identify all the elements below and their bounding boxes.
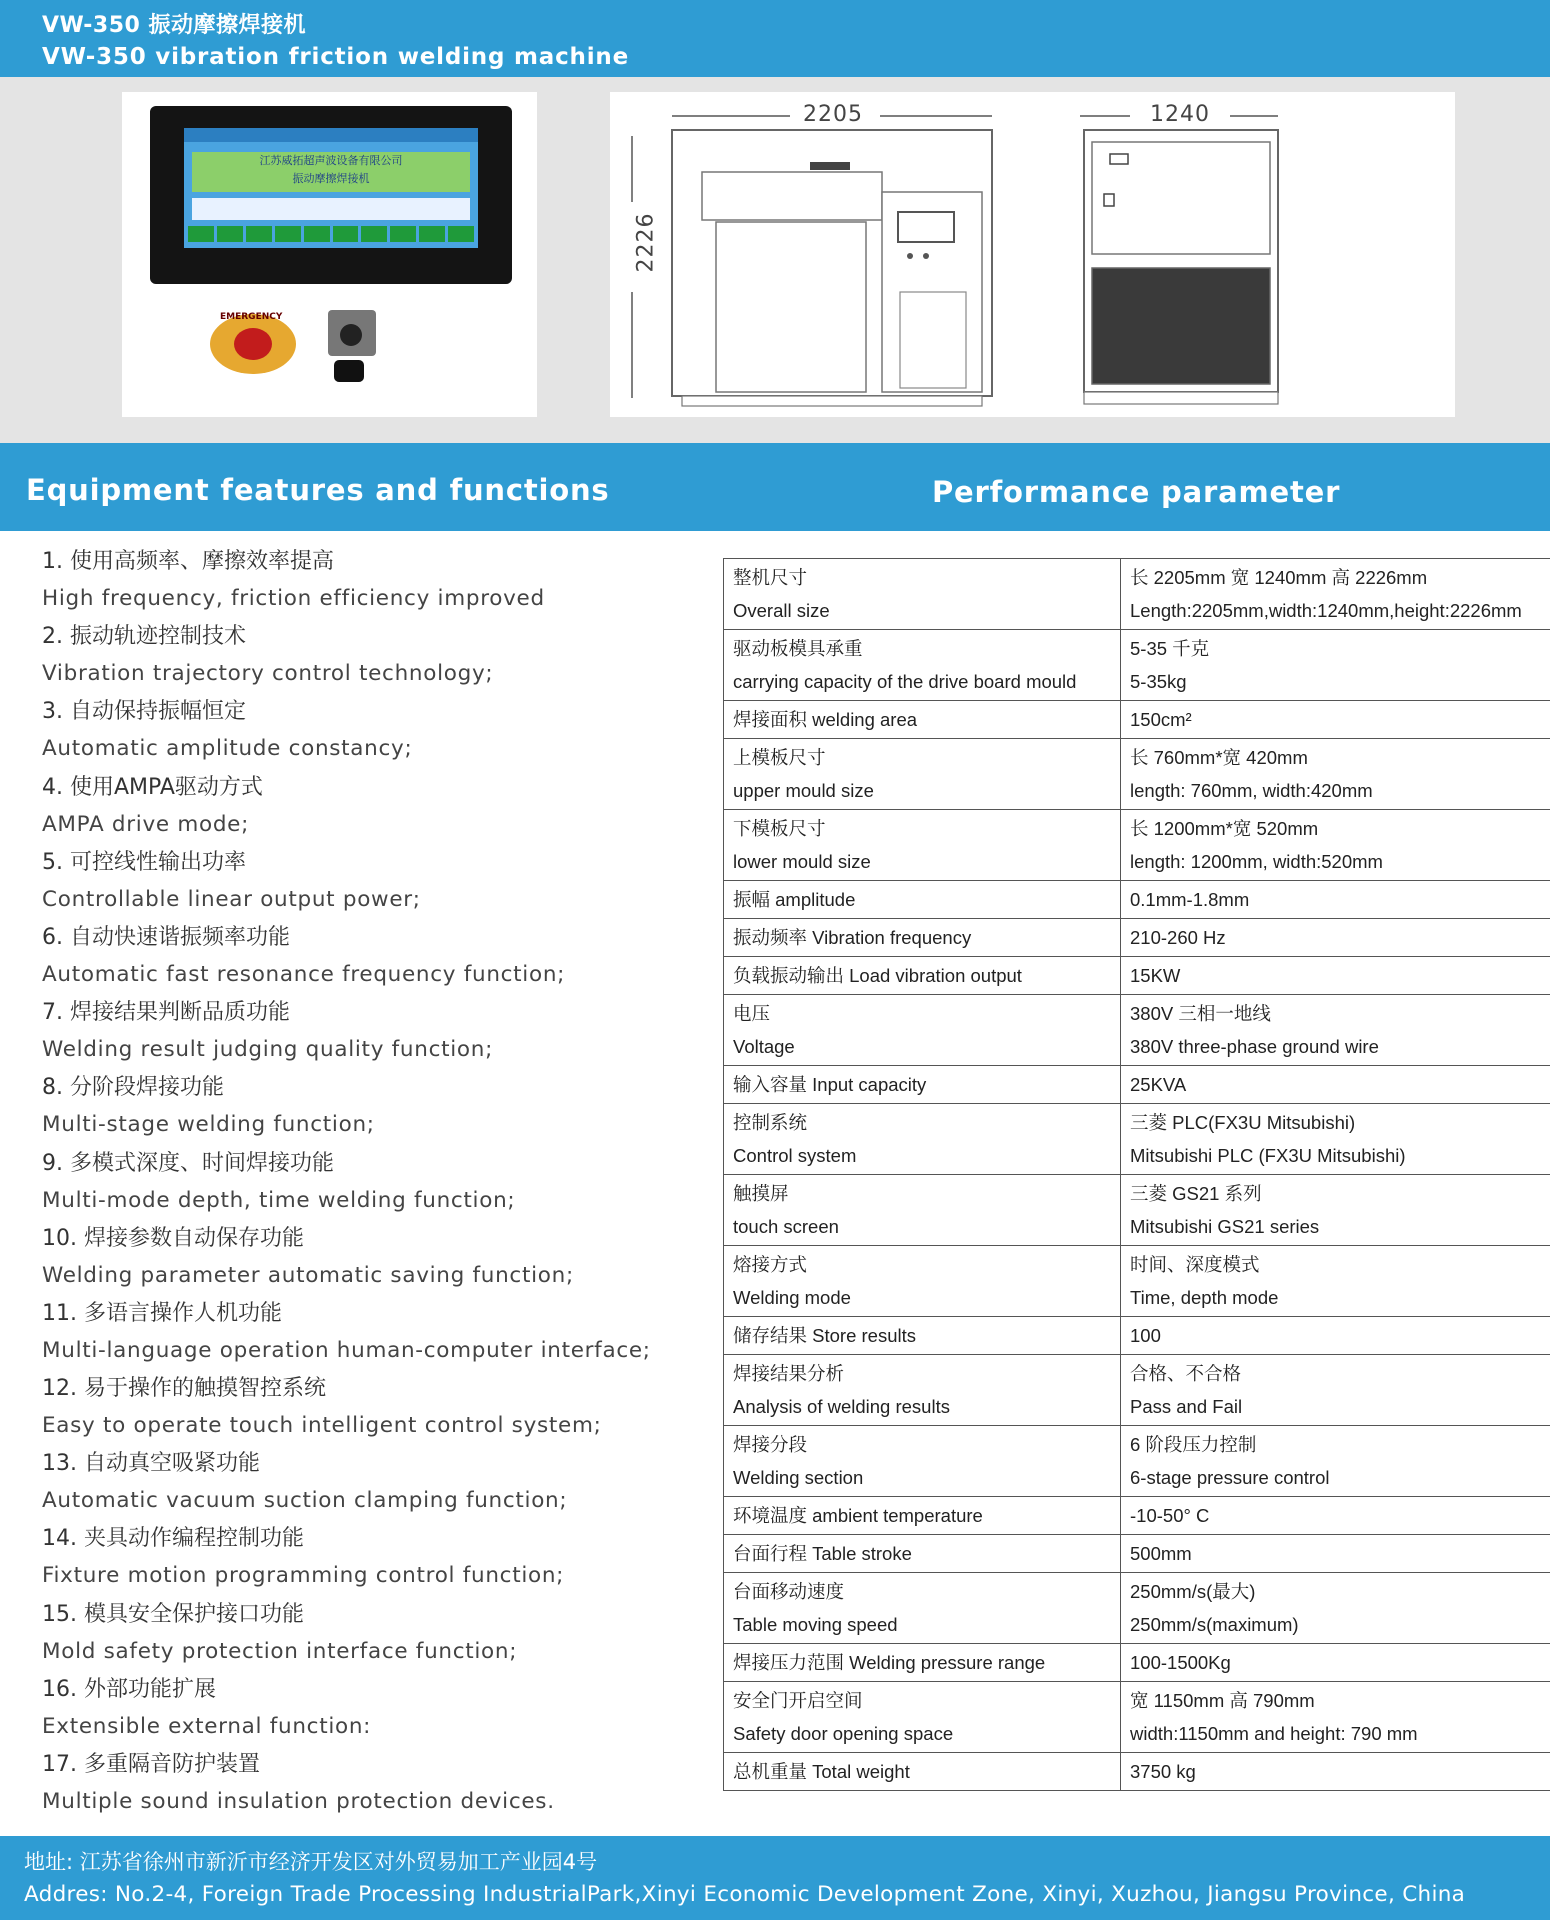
emergency-stop-icon (210, 314, 296, 374)
feature-item (42, 1146, 722, 1221)
screen-button (275, 226, 301, 242)
parameter-row (724, 1246, 1550, 1317)
feature-zh: 2. 振动轨迹控制技术 (42, 624, 246, 650)
parameter-value-en: 5-35kg (1130, 671, 1187, 692)
screen-button (246, 226, 272, 242)
feature-item (42, 1597, 722, 1672)
parameter-name: 储存结果 Store results (733, 1325, 916, 1346)
feature-item (42, 694, 722, 769)
feature-item (42, 1296, 722, 1371)
parameter-value: 100 (1130, 1325, 1161, 1346)
parameter-name-en: touch screen (733, 1216, 839, 1237)
feature-en: Vibration trajectory control technology; (42, 661, 494, 687)
parameter-name: 驱动板模具承重 (733, 638, 863, 659)
feature-item (42, 770, 722, 845)
parameter-name: 上模板尺寸 (733, 747, 826, 768)
parameter-row (724, 995, 1550, 1066)
parameter-value-en: length: 760mm, width:420mm (1130, 780, 1373, 801)
parameter-name: 总机重量 Total weight (733, 1761, 910, 1782)
parameter-value-en: Length:2205mm,width:1240mm,height:2226mm (1130, 600, 1522, 621)
section-header-bar (0, 443, 1550, 531)
parameter-name: 熔接方式 (733, 1254, 808, 1275)
side-width-dimension: 1240 (1150, 102, 1210, 127)
parameter-name: 振幅 amplitude (733, 889, 856, 910)
feature-zh: 11. 多语言操作人机功能 (42, 1300, 282, 1326)
parameter-row (724, 630, 1550, 701)
feature-zh: 1. 使用高频率、摩擦效率提高 (42, 549, 334, 574)
screen-button (333, 226, 359, 242)
title-chinese: VW-350 振动摩擦焊接机 (42, 13, 307, 38)
parameter-name-en: Safety door opening space (733, 1723, 954, 1744)
feature-en: Welding parameter automatic saving function; (42, 1262, 574, 1288)
feature-en: Automatic amplitude constancy; (42, 736, 413, 762)
parameter-name-cell (724, 1246, 1121, 1317)
parameter-name-en: Welding section (733, 1467, 864, 1488)
feature-item (42, 1521, 722, 1596)
feature-en: Automatic fast resonance frequency function; (42, 961, 566, 987)
parameter-row (724, 1066, 1550, 1104)
parameter-row (724, 739, 1550, 810)
parameter-value-en: width:1150mm and height: 790 mm (1130, 1723, 1418, 1744)
parameter-value-cell (1121, 1426, 1550, 1497)
parameter-value-cell (1121, 739, 1550, 810)
feature-en: Extensible external function: (42, 1713, 372, 1739)
feature-item (42, 619, 722, 694)
feature-item (42, 1446, 722, 1521)
parameter-value-cell (1121, 1535, 1550, 1573)
parameter-name: 台面行程 Table stroke (733, 1543, 912, 1564)
parameter-value-cell (1121, 810, 1550, 881)
parameter-value: 150cm² (1130, 709, 1192, 730)
parameter-name-cell (724, 810, 1121, 881)
parameter-value-en: 250mm/s(maximum) (1130, 1614, 1299, 1635)
parameter-value-en: Mitsubishi GS21 series (1130, 1216, 1320, 1237)
parameter-value: 宽 1150mm 高 790mm (1130, 1690, 1315, 1711)
parameter-name: 安全门开启空间 (733, 1690, 863, 1711)
parameter-name-cell (724, 559, 1121, 630)
parameter-row (724, 1355, 1550, 1426)
parameter-value: -10-50° C (1130, 1505, 1210, 1526)
params-heading: Performance parameter (932, 475, 1341, 509)
address-chinese: 地址: 江苏省徐州市新沂市经济开发区对外贸易加工产业园4号 (24, 1850, 598, 1874)
parameter-name: 环境温度 ambient temperature (733, 1505, 983, 1526)
parameter-name: 台面移动速度 (733, 1581, 845, 1602)
parameter-value: 6 阶段压力控制 (1130, 1434, 1257, 1455)
feature-en: Multi-mode depth, time welding function; (42, 1187, 516, 1213)
parameter-value-cell (1121, 1246, 1550, 1317)
parameter-name: 整机尺寸 (733, 567, 808, 588)
screen-button (448, 226, 474, 242)
parameter-value-cell (1121, 881, 1550, 919)
parameter-row (724, 1426, 1550, 1497)
parameter-row (724, 701, 1550, 739)
parameter-name-en: Voltage (733, 1036, 795, 1057)
parameter-value-en: 380V three-phase ground wire (1130, 1036, 1379, 1057)
parameter-value-cell (1121, 1317, 1550, 1355)
parameter-name-cell (724, 1066, 1121, 1104)
parameter-name-cell (724, 1175, 1121, 1246)
parameter-row (724, 1535, 1550, 1573)
title-english: VW-350 vibration friction welding machine (42, 44, 629, 70)
feature-en: Mold safety protection interface function; (42, 1638, 518, 1664)
parameter-name-cell (724, 739, 1121, 810)
feature-item (42, 1221, 722, 1296)
parameter-name: 触摸屏 (733, 1183, 789, 1204)
parameter-value-cell (1121, 630, 1550, 701)
parameter-name-cell (724, 995, 1121, 1066)
parameter-name-cell (724, 1682, 1121, 1753)
screen-button-row (188, 226, 474, 242)
features-list (42, 544, 722, 1822)
parameter-value: 合格、不合格 (1130, 1363, 1242, 1384)
parameter-name-en: Analysis of welding results (733, 1396, 950, 1417)
feature-en: High frequency, friction efficiency improved (42, 586, 545, 611)
screen-machine-name: 振动摩擦焊接机 (292, 172, 370, 185)
parameter-value-cell (1121, 1355, 1550, 1426)
screen-company-name: 江苏威拓超声波设备有限公司 (259, 154, 403, 167)
parameter-row (724, 957, 1550, 995)
parameter-value: 100-1500Kg (1130, 1652, 1231, 1673)
parameter-row (724, 1573, 1550, 1644)
screen-button (304, 226, 330, 242)
parameter-name-en: Welding mode (733, 1287, 851, 1308)
feature-zh: 14. 夹具动作编程控制功能 (42, 1526, 304, 1552)
address-english: Addres: No.2-4, Foreign Trade Processing IndustrialPark,Xinyi Economic Development Zone, Xinyi, Xuzhou, Jiangsu Province, China (24, 1882, 1466, 1907)
parameter-value-cell (1121, 1753, 1550, 1791)
parameter-name-cell (724, 1497, 1121, 1535)
feature-zh: 9. 多模式深度、时间焊接功能 (42, 1150, 334, 1176)
parameter-value-cell (1121, 1573, 1550, 1644)
screen-button (419, 226, 445, 242)
feature-en: Easy to operate touch intelligent control system; (42, 1413, 602, 1439)
parameter-name: 焊接结果分析 (733, 1363, 845, 1384)
feature-en: Multiple sound insulation protection devices. (42, 1789, 555, 1814)
parameter-name: 电压 (733, 1003, 771, 1024)
parameter-name: 输入容量 Input capacity (733, 1074, 927, 1095)
feature-item (42, 1371, 722, 1446)
features-heading: Equipment features and functions (26, 473, 610, 507)
feature-zh: 12. 易于操作的触摸智控系统 (42, 1376, 326, 1402)
performance-parameter-table (723, 558, 1550, 1791)
parameter-value-cell (1121, 559, 1550, 630)
parameter-value: 长 1200mm*宽 520mm (1130, 818, 1319, 839)
touch-screen-image (150, 106, 512, 284)
parameter-value: 5-35 千克 (1130, 638, 1210, 659)
key-icon (334, 360, 364, 382)
parameter-name-cell (724, 1317, 1121, 1355)
parameter-table-body (724, 559, 1550, 1791)
parameter-name: 负载振动输出 Load vibration output (733, 965, 1022, 986)
parameter-name: 下模板尺寸 (733, 818, 826, 839)
parameter-value-cell (1121, 1175, 1550, 1246)
parameter-value-en: Time, depth mode (1130, 1287, 1279, 1308)
screen-button (188, 226, 214, 242)
parameter-name-en: Overall size (733, 600, 830, 621)
parameter-name-cell (724, 630, 1121, 701)
feature-item (42, 920, 722, 995)
parameter-name-en: Control system (733, 1145, 857, 1166)
feature-item (42, 995, 722, 1070)
screen-button (217, 226, 243, 242)
parameter-value: 时间、深度模式 (1130, 1254, 1260, 1275)
parameter-value: 3750 kg (1130, 1761, 1196, 1782)
parameter-value-en: Mitsubishi PLC (FX3U Mitsubishi) (1130, 1145, 1406, 1166)
parameter-name: 振动频率 Vibration frequency (733, 927, 972, 948)
parameter-row (724, 1104, 1550, 1175)
parameter-value: 250mm/s(最大) (1130, 1581, 1256, 1602)
parameter-name-en: Table moving speed (733, 1614, 898, 1635)
parameter-value-cell (1121, 957, 1550, 995)
parameter-row (724, 1175, 1550, 1246)
parameter-value-en: length: 1200mm, width:520mm (1130, 851, 1383, 872)
feature-item (42, 1672, 722, 1747)
parameter-name-cell (724, 1426, 1121, 1497)
parameter-name: 焊接分段 (733, 1434, 808, 1455)
front-width-dimension: 2205 (803, 102, 863, 127)
parameter-row (724, 881, 1550, 919)
parameter-row (724, 1317, 1550, 1355)
feature-zh: 8. 分阶段焊接功能 (42, 1075, 224, 1101)
touch-screen-display (184, 128, 478, 248)
parameter-value: 三菱 GS21 系列 (1130, 1183, 1262, 1204)
parameter-name-cell (724, 1535, 1121, 1573)
parameter-value: 25KVA (1130, 1074, 1187, 1095)
parameter-name: 焊接压力范围 Welding pressure range (733, 1652, 1046, 1673)
parameter-row (724, 1644, 1550, 1682)
parameter-value: 三菱 PLC(FX3U Mitsubishi) (1130, 1112, 1356, 1133)
parameter-value: 380V 三相一地线 (1130, 1003, 1271, 1024)
parameter-row (724, 559, 1550, 630)
feature-zh: 4. 使用AMPA驱动方式 (42, 774, 263, 800)
page-footer (0, 1836, 1550, 1920)
feature-en: Welding result judging quality function; (42, 1037, 494, 1063)
parameter-name-en: lower mould size (733, 851, 871, 872)
parameter-value-cell (1121, 1066, 1550, 1104)
product-images (0, 77, 1550, 443)
parameter-value-cell (1121, 1682, 1550, 1753)
parameter-value: 210-260 Hz (1130, 927, 1226, 948)
parameter-value-cell (1121, 995, 1550, 1066)
feature-zh: 15. 模具安全保护接口功能 (42, 1601, 304, 1627)
feature-zh: 16. 外部功能扩展 (42, 1676, 216, 1702)
feature-zh: 17. 多重隔音防护装置 (42, 1752, 260, 1777)
parameter-row (724, 919, 1550, 957)
feature-zh: 5. 可控线性输出功率 (42, 849, 246, 875)
parameter-row (724, 1497, 1550, 1535)
feature-en: Automatic vacuum suction clamping function; (42, 1488, 568, 1514)
parameter-name-en: upper mould size (733, 780, 874, 801)
feature-item (42, 1747, 722, 1822)
parameter-name-cell (724, 701, 1121, 739)
parameter-name-cell (724, 1573, 1121, 1644)
parameter-name: 焊接面积 welding area (733, 709, 918, 730)
feature-item (42, 1070, 722, 1145)
parameter-row (724, 1682, 1550, 1753)
parameter-name-cell (724, 1355, 1121, 1426)
feature-en: AMPA drive mode; (42, 811, 250, 837)
parameter-name-cell (724, 1644, 1121, 1682)
feature-zh: 7. 焊接结果判断品质功能 (42, 1000, 290, 1026)
front-height-dimension: 2226 (633, 212, 659, 273)
feature-zh: 10. 焊接参数自动保存功能 (42, 1225, 304, 1251)
emergency-stop-label: EMERGENCY (220, 312, 283, 322)
parameter-value-cell (1121, 919, 1550, 957)
parameter-value: 500mm (1130, 1543, 1192, 1564)
parameter-name-cell (724, 957, 1121, 995)
feature-item (42, 544, 722, 619)
key-switch-icon (328, 310, 376, 356)
parameter-value-cell (1121, 1644, 1550, 1682)
feature-zh: 13. 自动真空吸紧功能 (42, 1451, 260, 1477)
parameter-value: 长 760mm*宽 420mm (1130, 747, 1308, 768)
parameter-value-cell (1121, 1104, 1550, 1175)
parameter-row (724, 1753, 1550, 1791)
screen-button (361, 226, 387, 242)
feature-en: Multi-stage welding function; (42, 1112, 375, 1138)
parameter-value-cell (1121, 1497, 1550, 1535)
machine-drawings (610, 92, 1455, 417)
screen-company-banner (192, 152, 470, 192)
parameter-row (724, 810, 1550, 881)
parameter-name-cell (724, 881, 1121, 919)
feature-zh: 6. 自动快速谐振频率功能 (42, 924, 290, 950)
parameter-name-cell (724, 1104, 1121, 1175)
parameter-name-cell (724, 1753, 1121, 1791)
machine-drawing-svg (610, 92, 1455, 417)
screen-button (390, 226, 416, 242)
screen-title-bar (184, 128, 478, 142)
parameter-name-cell (724, 919, 1121, 957)
feature-zh: 3. 自动保持振幅恒定 (42, 699, 246, 725)
parameter-value: 长 2205mm 宽 1240mm 高 2226mm (1130, 567, 1428, 588)
parameter-value-en: 6-stage pressure control (1130, 1467, 1330, 1488)
page-header (0, 0, 1550, 77)
feature-item (42, 845, 722, 920)
feature-en: Multi-language operation human-computer interface; (42, 1337, 651, 1363)
feature-en: Fixture motion programming control function; (42, 1563, 565, 1589)
parameter-value: 15KW (1130, 965, 1181, 986)
parameter-value-cell (1121, 701, 1550, 739)
parameter-name-en: carrying capacity of the drive board mould (733, 671, 1077, 692)
parameter-name: 控制系统 (733, 1112, 808, 1133)
parameter-value: 0.1mm-1.8mm (1130, 889, 1250, 910)
parameter-value-en: Pass and Fail (1130, 1396, 1243, 1417)
screen-info-strip (192, 198, 470, 220)
control-panel-photo (122, 92, 537, 417)
feature-en: Controllable linear output power; (42, 886, 421, 912)
